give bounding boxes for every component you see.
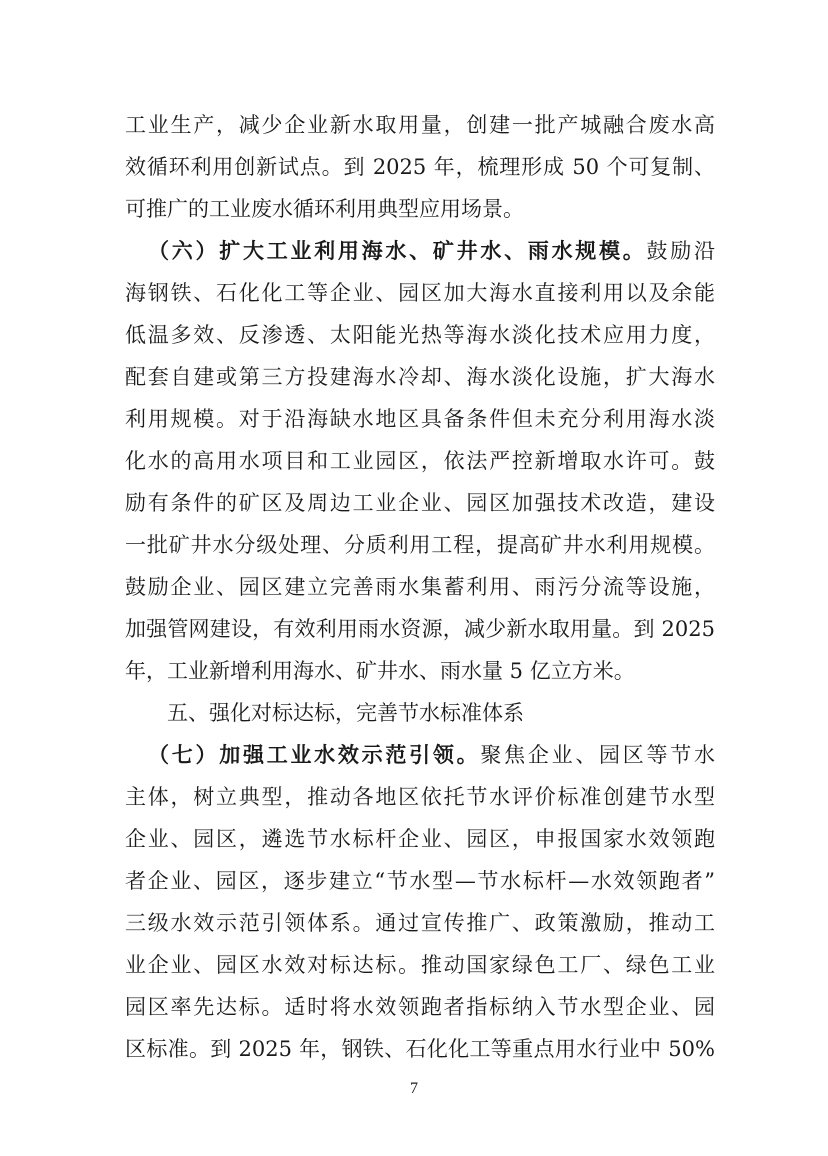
paragraph-text: 鼓励沿 (646, 239, 716, 263)
text-line: 三级水效示范引领体系。通过宣传推广、政策激励，推动工 (125, 911, 715, 935)
text-line: 配套自建或第三方投建海水冷却、海水淡化设施，扩大海水 (125, 365, 715, 389)
text-line: 利用规模。对于沿海缺水地区具备条件但未充分利用海水淡 (125, 407, 715, 431)
text-line: 效循环利用创新试点。到 2025 年，梳理形成 50 个可复制、 (125, 155, 715, 179)
text-line: 年，工业新增利用海水、矿井水、雨水量 5 亿立方米。 (125, 659, 635, 683)
text-line: 者企业、园区，逐步建立“节水型—节水标杆—水效领跑者” (125, 869, 715, 893)
paragraph-title: （六）扩大工业利用海水、矿井水、雨水规模。 (148, 239, 647, 263)
text-line: 园区率先达标。适时将水效领跑者指标纳入节水型企业、园 (125, 995, 715, 1019)
paragraph-first-line (148, 735, 715, 775)
text-line: 区标准。到 2025 年，钢铁、石化化工等重点用水行业中 50% (125, 1037, 715, 1061)
text-line: 低温多效、反渗透、太阳能光热等海水淡化技术应用力度， (125, 323, 715, 347)
text-line: 业企业、园区水效对标达标。推动国家绿色工厂、绿色工业 (125, 953, 715, 977)
section-heading: 五、强化对标达标，完善节水标准体系 (167, 701, 524, 725)
text-line: 海钢铁、石化化工等企业、园区加大海水直接利用以及余能 (125, 281, 715, 305)
text-line: 加强管网建设，有效利用雨水资源，减少新水取用量。到 2025 (125, 617, 715, 641)
text-line: 化水的高用水项目和工业园区，依法严控新增取水许可。鼓 (125, 449, 715, 473)
page-number: 7 (410, 1080, 418, 1097)
paragraph-title: （七）加强工业水效示范引领。 (148, 743, 481, 767)
paragraph-text: 聚焦企业、园区等节水 (480, 743, 716, 767)
text-line: 励有条件的矿区及周边工业企业、园区加强技术改造，建设 (125, 491, 715, 515)
text-line: 可推广的工业废水循环利用典型应用场景。 (125, 197, 524, 221)
text-line: 一批矿井水分级处理、分质利用工程，提高矿井水利用规模。 (125, 533, 715, 557)
paragraph-first-line (148, 231, 715, 271)
text-line: 主体，树立典型，推动各地区依托节水评价标准创建节水型 (125, 785, 715, 809)
text-line: 企业、园区，遴选节水标杆企业、园区，申报国家水效领跑 (125, 827, 715, 851)
text-line: 工业生产，减少企业新水取用量，创建一批产城融合废水高 (125, 113, 715, 137)
text-line: 鼓励企业、园区建立完善雨水集蓄利用、雨污分流等设施， (125, 575, 715, 599)
